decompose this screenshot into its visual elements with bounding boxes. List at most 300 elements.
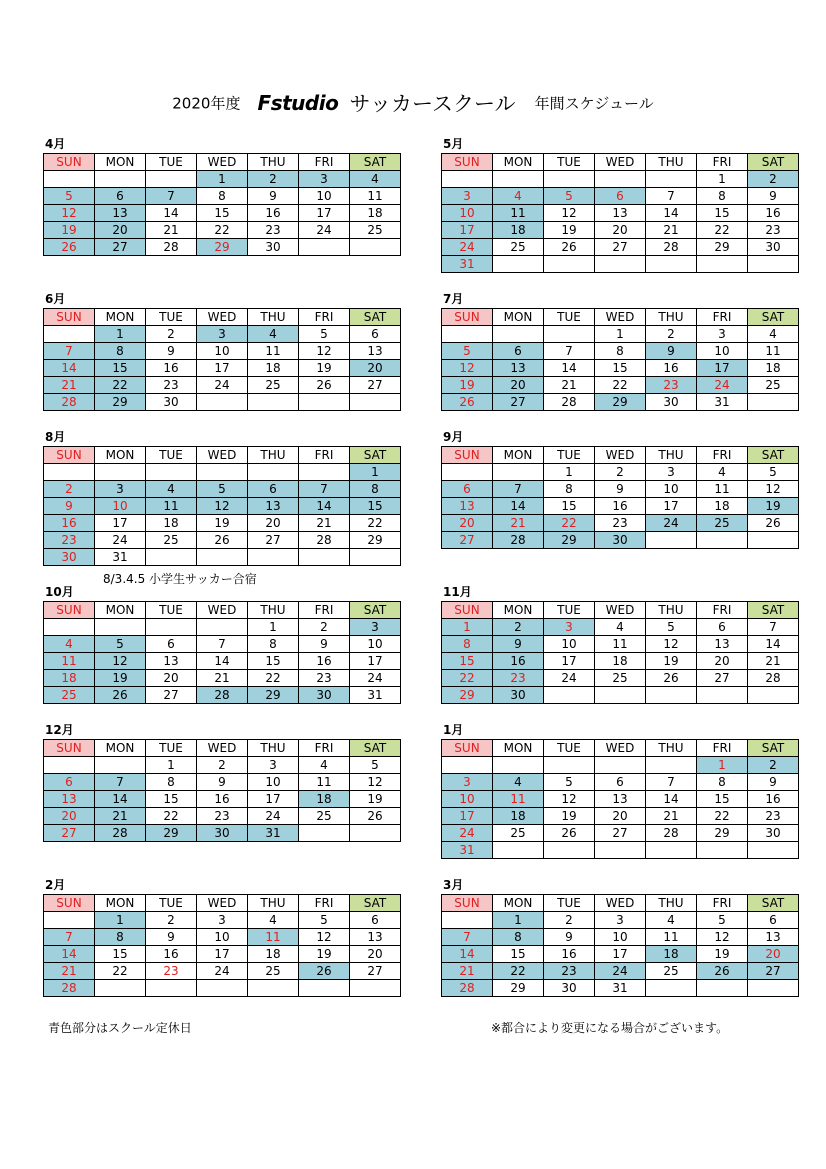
day-cell: 4 [748,326,799,343]
weekday-header: MON [493,447,544,464]
day-cell: 20 [248,515,299,532]
day-cell: 24 [350,670,401,687]
day-cell: 15 [697,791,748,808]
day-cell: 5 [44,188,95,205]
empty-cell [748,687,799,704]
day-cell: 27 [44,825,95,842]
day-cell: 10 [595,929,646,946]
empty-cell [350,239,401,256]
empty-cell [697,256,748,273]
weekday-header: WED [197,740,248,757]
day-cell: 10 [646,481,697,498]
day-cell: 3 [544,619,595,636]
empty-cell [197,464,248,481]
day-cell: 12 [299,343,350,360]
day-cell: 27 [442,532,493,549]
weekday-header: TUE [544,154,595,171]
calendar-month [43,584,393,704]
day-cell: 3 [442,188,493,205]
day-cell: 26 [697,963,748,980]
day-cell: 7 [646,188,697,205]
day-cell: 7 [748,619,799,636]
day-cell: 4 [146,481,197,498]
day-cell: 13 [350,343,401,360]
weekday-header: MON [493,309,544,326]
day-cell: 12 [748,481,799,498]
day-cell: 19 [697,946,748,963]
day-cell: 3 [442,774,493,791]
calendar-table [43,739,401,842]
empty-cell [44,619,95,636]
day-cell: 3 [646,464,697,481]
day-cell: 19 [299,360,350,377]
day-cell: 17 [442,808,493,825]
day-cell: 13 [748,929,799,946]
weekday-header-row [44,309,401,326]
day-cell: 20 [146,670,197,687]
empty-cell [197,619,248,636]
day-cell: 27 [350,963,401,980]
week-row [442,343,799,360]
day-cell: 15 [95,360,146,377]
weekday-header: THU [646,309,697,326]
empty-cell [544,171,595,188]
day-cell: 29 [442,687,493,704]
day-cell: 29 [197,239,248,256]
day-cell: 10 [299,188,350,205]
empty-cell [442,464,493,481]
empty-cell [248,980,299,997]
empty-cell [146,549,197,566]
calendar-table [441,739,799,859]
day-cell: 1 [146,757,197,774]
day-cell: 8 [350,481,401,498]
day-cell: 28 [299,532,350,549]
day-cell: 28 [646,239,697,256]
week-row [44,670,401,687]
day-cell: 4 [646,912,697,929]
day-cell: 23 [146,963,197,980]
week-row [44,205,401,222]
month-label: 9月 [443,430,464,444]
day-cell: 26 [646,670,697,687]
day-cell: 23 [544,963,595,980]
day-cell: 9 [544,929,595,946]
day-cell: 5 [442,343,493,360]
day-cell: 6 [493,343,544,360]
weekday-header: SUN [44,602,95,619]
empty-cell [595,171,646,188]
empty-cell [350,549,401,566]
day-cell: 4 [248,326,299,343]
day-cell: 11 [299,774,350,791]
day-cell: 29 [595,394,646,411]
weekday-header: SUN [44,309,95,326]
day-cell: 4 [350,171,401,188]
weekday-header: SUN [44,740,95,757]
weekday-header: MON [95,447,146,464]
calendar-table [441,894,799,997]
day-cell: 14 [95,791,146,808]
day-cell: 4 [595,619,646,636]
day-cell: 9 [44,498,95,515]
day-cell: 1 [350,464,401,481]
weekday-header: FRI [697,740,748,757]
calendar-table [441,446,799,549]
day-cell: 8 [697,188,748,205]
day-cell: 29 [146,825,197,842]
day-cell: 3 [697,326,748,343]
week-row [44,619,401,636]
empty-cell [646,532,697,549]
empty-cell [748,394,799,411]
day-cell: 12 [646,636,697,653]
day-cell: 27 [595,825,646,842]
week-row [44,549,401,566]
day-cell: 5 [544,188,595,205]
week-row [44,757,401,774]
empty-cell [544,842,595,859]
day-cell: 20 [595,808,646,825]
empty-cell [544,687,595,704]
day-cell: 27 [248,532,299,549]
day-cell: 19 [350,791,401,808]
day-cell: 30 [748,239,799,256]
weekday-header: SAT [350,154,401,171]
day-cell: 4 [493,774,544,791]
empty-cell [146,171,197,188]
empty-cell [146,619,197,636]
day-cell: 11 [44,653,95,670]
weekday-header-row [442,740,799,757]
day-cell: 30 [197,825,248,842]
empty-cell [544,326,595,343]
day-cell: 12 [697,929,748,946]
empty-cell [44,326,95,343]
day-cell: 15 [197,205,248,222]
week-row [44,653,401,670]
day-cell: 17 [646,498,697,515]
day-cell: 4 [697,464,748,481]
empty-cell [493,464,544,481]
day-cell: 19 [95,670,146,687]
day-cell: 11 [748,343,799,360]
day-cell: 9 [299,636,350,653]
weekday-header: THU [646,154,697,171]
day-cell: 19 [442,377,493,394]
day-cell: 10 [442,791,493,808]
week-row [44,222,401,239]
weekday-header: FRI [299,154,350,171]
day-cell: 4 [299,757,350,774]
day-cell: 7 [544,343,595,360]
calendar-month [441,877,791,997]
empty-cell [697,687,748,704]
empty-cell [95,619,146,636]
day-cell: 30 [146,394,197,411]
week-row [442,791,799,808]
day-cell: 16 [493,653,544,670]
week-row [44,377,401,394]
day-cell: 22 [697,808,748,825]
day-cell: 6 [146,636,197,653]
empty-cell [544,757,595,774]
calendar-month [441,136,791,273]
weekday-header: SUN [442,447,493,464]
empty-cell [493,256,544,273]
day-cell: 25 [248,963,299,980]
day-cell: 7 [197,636,248,653]
week-row [442,636,799,653]
day-cell: 20 [748,946,799,963]
weekday-header: TUE [544,895,595,912]
week-row [442,205,799,222]
empty-cell [646,980,697,997]
weekday-header: TUE [146,154,197,171]
disclaimer-note: ※都合により変更になる場合がございます。 [491,1021,729,1035]
day-cell: 14 [197,653,248,670]
weekday-header: FRI [299,740,350,757]
day-cell: 28 [95,825,146,842]
week-row [44,464,401,481]
calendar-month [43,722,393,842]
day-cell: 29 [493,980,544,997]
day-cell: 1 [95,326,146,343]
day-cell: 9 [146,929,197,946]
day-cell: 16 [595,498,646,515]
day-cell: 16 [646,360,697,377]
day-cell: 27 [146,687,197,704]
day-cell: 17 [95,515,146,532]
day-cell: 22 [197,222,248,239]
day-cell: 30 [44,549,95,566]
day-cell: 2 [299,619,350,636]
day-cell: 18 [146,515,197,532]
week-row [44,481,401,498]
weekday-header: THU [248,740,299,757]
day-cell: 22 [697,222,748,239]
month-label: 12月 [45,723,74,737]
day-cell: 21 [44,377,95,394]
day-cell: 7 [44,343,95,360]
day-cell: 21 [493,515,544,532]
empty-cell [748,980,799,997]
day-cell: 14 [299,498,350,515]
day-cell: 2 [197,757,248,774]
day-cell: 5 [350,757,401,774]
weekday-header: SUN [442,740,493,757]
empty-cell [595,757,646,774]
day-cell: 28 [44,394,95,411]
day-cell: 18 [748,360,799,377]
day-cell: 27 [697,670,748,687]
weekday-header: THU [646,740,697,757]
day-cell: 2 [595,464,646,481]
day-cell: 26 [544,825,595,842]
day-cell: 6 [350,912,401,929]
empty-cell [493,842,544,859]
day-cell: 17 [350,653,401,670]
week-row [442,481,799,498]
weekday-header-row [44,740,401,757]
day-cell: 27 [95,239,146,256]
day-cell: 9 [197,774,248,791]
week-row [44,774,401,791]
empty-cell [95,757,146,774]
day-cell: 31 [248,825,299,842]
calendar-month [441,429,791,549]
day-cell: 20 [697,653,748,670]
day-cell: 13 [248,498,299,515]
day-cell: 6 [350,326,401,343]
empty-cell [299,239,350,256]
week-row [442,532,799,549]
day-cell: 28 [44,980,95,997]
day-cell: 3 [197,912,248,929]
calendar-month [43,877,393,997]
day-cell: 26 [197,532,248,549]
day-cell: 30 [748,825,799,842]
weekday-header: MON [95,895,146,912]
day-cell: 9 [248,188,299,205]
week-row [44,929,401,946]
week-row [44,636,401,653]
day-cell: 10 [197,343,248,360]
day-cell: 14 [44,946,95,963]
day-cell: 18 [493,808,544,825]
day-cell: 5 [544,774,595,791]
day-cell: 23 [493,670,544,687]
weekday-header: SUN [442,309,493,326]
empty-cell [44,464,95,481]
day-cell: 8 [95,343,146,360]
weekday-header: FRI [299,602,350,619]
day-cell: 11 [146,498,197,515]
day-cell: 14 [44,360,95,377]
week-row [442,946,799,963]
day-cell: 24 [197,963,248,980]
week-row [442,394,799,411]
day-cell: 4 [44,636,95,653]
week-row [442,326,799,343]
calendar-table [441,308,799,411]
day-cell: 3 [595,912,646,929]
weekday-header: WED [197,447,248,464]
week-row [44,498,401,515]
week-row [442,360,799,377]
day-cell: 25 [697,515,748,532]
day-cell: 21 [748,653,799,670]
day-cell: 5 [197,481,248,498]
weekday-header: FRI [697,602,748,619]
week-row [44,808,401,825]
day-cell: 2 [748,171,799,188]
month-label: 11月 [443,585,472,599]
day-cell: 24 [95,532,146,549]
empty-cell [197,980,248,997]
weekday-header: TUE [146,447,197,464]
day-cell: 25 [146,532,197,549]
weekday-header: SAT [350,895,401,912]
day-cell: 21 [146,222,197,239]
day-cell: 19 [748,498,799,515]
day-cell: 12 [44,205,95,222]
day-cell: 5 [697,912,748,929]
day-cell: 28 [646,825,697,842]
day-cell: 31 [442,256,493,273]
empty-cell [544,256,595,273]
day-cell: 16 [748,791,799,808]
day-cell: 3 [350,619,401,636]
weekday-header: SAT [350,447,401,464]
day-cell: 13 [95,205,146,222]
day-cell: 16 [146,360,197,377]
day-cell: 10 [248,774,299,791]
day-cell: 20 [95,222,146,239]
empty-cell [748,532,799,549]
weekday-header: THU [248,447,299,464]
weekday-header-row [442,602,799,619]
day-cell: 29 [350,532,401,549]
weekday-header: MON [95,602,146,619]
day-cell: 18 [248,946,299,963]
empty-cell [146,980,197,997]
weekday-header: THU [248,154,299,171]
day-cell: 20 [350,360,401,377]
weekday-header: SAT [748,154,799,171]
empty-cell [442,171,493,188]
weekday-header: MON [95,309,146,326]
day-cell: 1 [248,619,299,636]
weekday-header: MON [95,740,146,757]
week-row [442,825,799,842]
weekday-header: MON [493,154,544,171]
weekday-header: TUE [146,895,197,912]
day-cell: 20 [595,222,646,239]
week-row [44,343,401,360]
day-cell: 4 [248,912,299,929]
day-cell: 11 [248,929,299,946]
day-cell: 1 [697,171,748,188]
day-cell: 14 [748,636,799,653]
day-cell: 1 [697,757,748,774]
day-cell: 29 [248,687,299,704]
empty-cell [646,842,697,859]
empty-cell [197,394,248,411]
week-row [442,912,799,929]
weekday-header: WED [595,447,646,464]
day-cell: 7 [442,929,493,946]
weekday-header: WED [595,309,646,326]
empty-cell [697,532,748,549]
day-cell: 15 [544,498,595,515]
week-row [442,256,799,273]
day-cell: 22 [493,963,544,980]
day-cell: 8 [595,343,646,360]
day-cell: 2 [544,912,595,929]
day-cell: 9 [146,343,197,360]
day-cell: 25 [350,222,401,239]
day-cell: 11 [646,929,697,946]
day-cell: 6 [95,188,146,205]
empty-cell [95,171,146,188]
day-cell: 30 [595,532,646,549]
day-cell: 10 [197,929,248,946]
weekday-header: TUE [146,309,197,326]
calendar-table [441,601,799,704]
day-cell: 2 [146,912,197,929]
day-cell: 3 [299,171,350,188]
